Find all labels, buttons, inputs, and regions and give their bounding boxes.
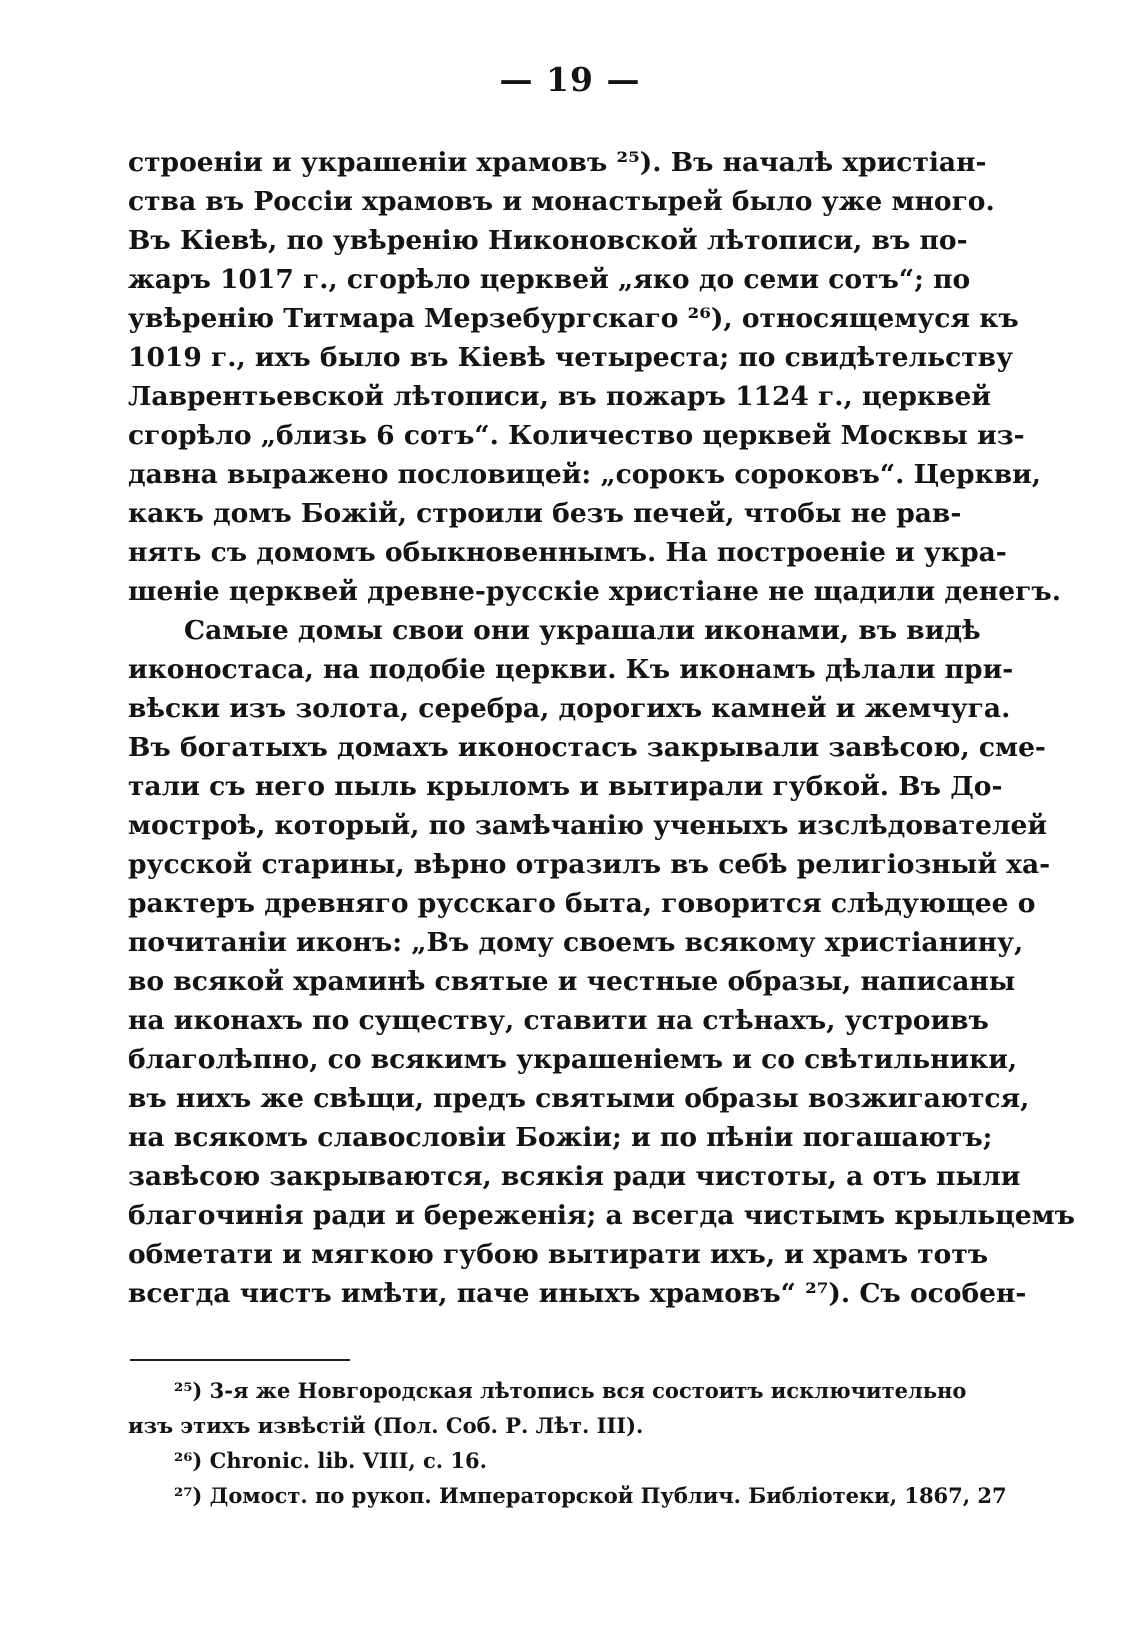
text-line: строеніи и украшеніи храмовъ ²⁵). Въ началѣ христіан- (128, 147, 987, 178)
text-line: на всякомъ славословіи Божіи; и по пѣніи погашаютъ; (128, 1122, 993, 1153)
paragraph-first-line: Самые домы свои они украшали иконами, въ видѣ (184, 615, 981, 646)
text-line: какъ домъ Божій, строили безъ печей, чтобы не рав- (128, 498, 962, 529)
text-line: во всякой храминѣ святые и честные образы, написаны (128, 966, 1016, 997)
text-line: русской старины, вѣрно отразилъ въ себѣ религіозный ха- (128, 849, 1051, 880)
text-line: обметати и мягкою губою вытирати ихъ, и храмъ тотъ (128, 1239, 989, 1270)
text-line: увѣренію Титмара Мерзебургскаго ²⁶), относящемуся къ (128, 303, 1019, 334)
text-line: благочинія ради и береженія; а всегда чистымъ крыльцемъ (128, 1200, 1076, 1231)
text-line: Въ Кіевѣ, по увѣренію Никоновской лѣтописи, въ по- (128, 225, 968, 256)
body-text (128, 143, 1076, 1313)
text-line: шеніе церквей древне-русскіе христіане не щадили денегъ. (128, 576, 1061, 607)
text-line: почитаніи иконъ: „Въ дому своемъ всякому христіанину, (128, 927, 1024, 958)
footnote-divider (130, 1359, 350, 1361)
text-line: 1019 г., ихъ было въ Кіевѣ четыреста; по свидѣтельству (128, 342, 1014, 373)
text-line: завѣсою закрываются, всякія ради чистоты, а отъ пыли (128, 1161, 1021, 1192)
footnote-25-continuation: изъ этихъ извѣстій (Пол. Соб. Р. Лѣт. III). (128, 1413, 644, 1438)
footnotes (128, 1373, 1007, 1513)
text-line: тали съ него пыль крыломъ и вытирали губкой. Въ До- (128, 771, 1003, 802)
text-line: Лаврентьевской лѣтописи, въ пожаръ 1124 г., церквей (128, 381, 991, 412)
text-line: сгорѣло „близь 6 сотъ“. Количество церквей Москвы из- (128, 420, 1025, 451)
text-line: всегда чистъ имѣти, паче иныхъ храмовъ“ ²⁷). Съ особен- (128, 1278, 1027, 1309)
text-line: жаръ 1017 г., сгорѣло церквей „яко до семи сотъ“; по (128, 264, 971, 295)
text-line: на иконахъ по существу, ставити на стѣнахъ, устроивъ (128, 1005, 989, 1036)
text-line: рактеръ древняго русскаго быта, говорится слѣдующее о (128, 888, 1036, 919)
text-line: вѣски изъ золота, серебра, дорогихъ камней и жемчуга. (128, 693, 1011, 724)
text-line: Въ богатыхъ домахъ иконостасъ закрывали завѣсою, сме- (128, 732, 1046, 763)
page-number: — 19 — (499, 60, 641, 99)
text-line: въ нихъ же свѣщи, предъ святыми образы возжигаются, (128, 1083, 1030, 1114)
text-line: иконостаса, на подобіе церкви. Къ иконамъ дѣлали при- (128, 654, 1014, 685)
text-line: давна выражено пословицей: „сорокъ сороковъ“. Церкви, (128, 459, 1042, 490)
text-line: нять съ домомъ обыкновеннымъ. На построеніе и укра- (128, 537, 1007, 568)
text-line: мострoѣ, который, по замѣчанію ученыхъ изслѣдователей (128, 810, 1048, 841)
footnote-27: ²⁷) Домост. по рукоп. Императорской Публич. Библіотеки, 1867, 27 (174, 1483, 1007, 1508)
text-line: благолѣпно, со всякимъ украшеніемъ и со свѣтильники, (128, 1044, 1018, 1075)
footnote-25: ²⁵) 3-я же Новгородская лѣтопись вся состоитъ исключительно (174, 1378, 967, 1403)
footnote-26: ²⁶) Chronic. lib. VIII, c. 16. (174, 1448, 487, 1473)
text-line: ства въ Россіи храмовъ и монастырей было уже много. (128, 186, 995, 217)
